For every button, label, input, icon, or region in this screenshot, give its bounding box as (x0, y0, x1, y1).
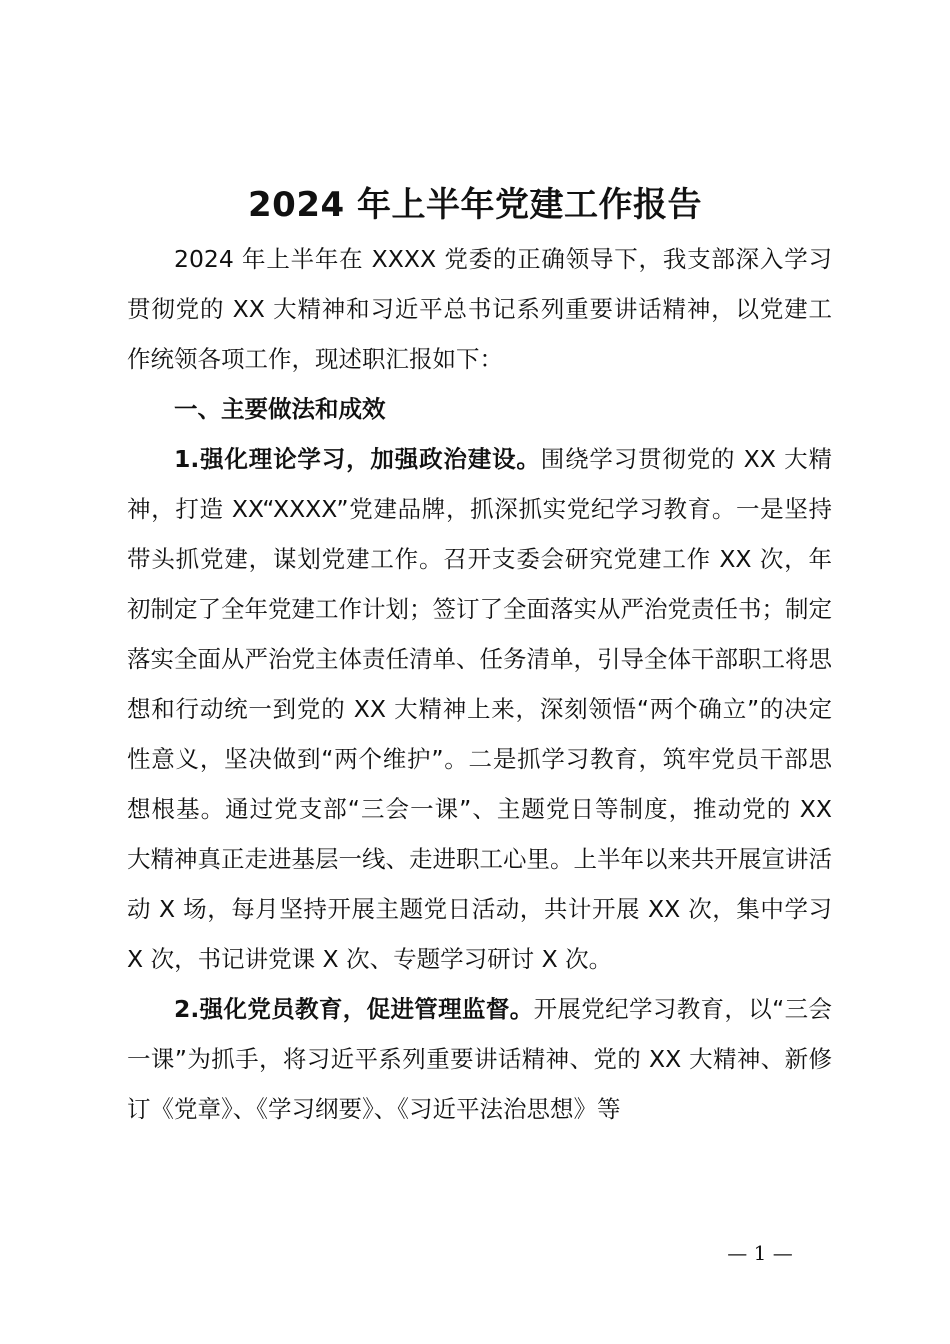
item-1-body: 围绕学习贯彻党的 XX 大精神，打造 XX“XXXX”党建品牌，抓深抓实党纪学习教育。一是坚持带头抓党建，谋划党建工作。召开支委会研究党建工作 XX 次，年初制定了全年党建工作计划；签订了全面落实从严治党责任书；制定落实全面从严治党主体责任清单、任务清单，引导全体干部职工将思想和行动统一到党的 XX 大精神上来，深刻领悟“两个确立”的决定性意义，坚决做到“两个维护”。二是抓学习教育，筑牢党员干部思想根基。通过党支部“三会一课”、主题党日等制度，推动党的 XX 大精神真正走进基层一线、走进职工心里。上半年以来共开展宣讲活动 X 场，每月坚持开展主题党日活动，共计开展 XX 次，集中学习 X 次，书记讲党课 X 次、专题学习研讨 X 次。 (127, 445, 833, 973)
document-body (127, 234, 832, 1134)
item-1-paragraph (127, 434, 832, 984)
section-heading-main-practices: 一、主要做法和成效 (174, 395, 386, 423)
item-2-lead: 2.强化党员教育，促进管理监督。 (174, 995, 534, 1023)
item-2-body: 开展党纪学习教育，以“三会一课”为抓手，将习近平系列重要讲话精神、党的 XX 大精神、新修订《党章》、《学习纲要》、《习近平法治思想》等 (127, 995, 832, 1123)
intro-paragraph: 2024 年上半年在 XXXX 党委的正确领导下，我支部深入学习贯彻党的 XX 大精神和习近平总书记系列重要讲话精神，以党建工作统领各项工作，现述职汇报如下： (127, 245, 832, 373)
item-2-paragraph (127, 984, 832, 1134)
document-title: 2024 年上半年党建工作报告 (248, 185, 702, 225)
page-number: — 1 — (727, 1241, 793, 1265)
item-1-lead: 1.强化理论学习，加强政治建设。 (174, 445, 541, 473)
